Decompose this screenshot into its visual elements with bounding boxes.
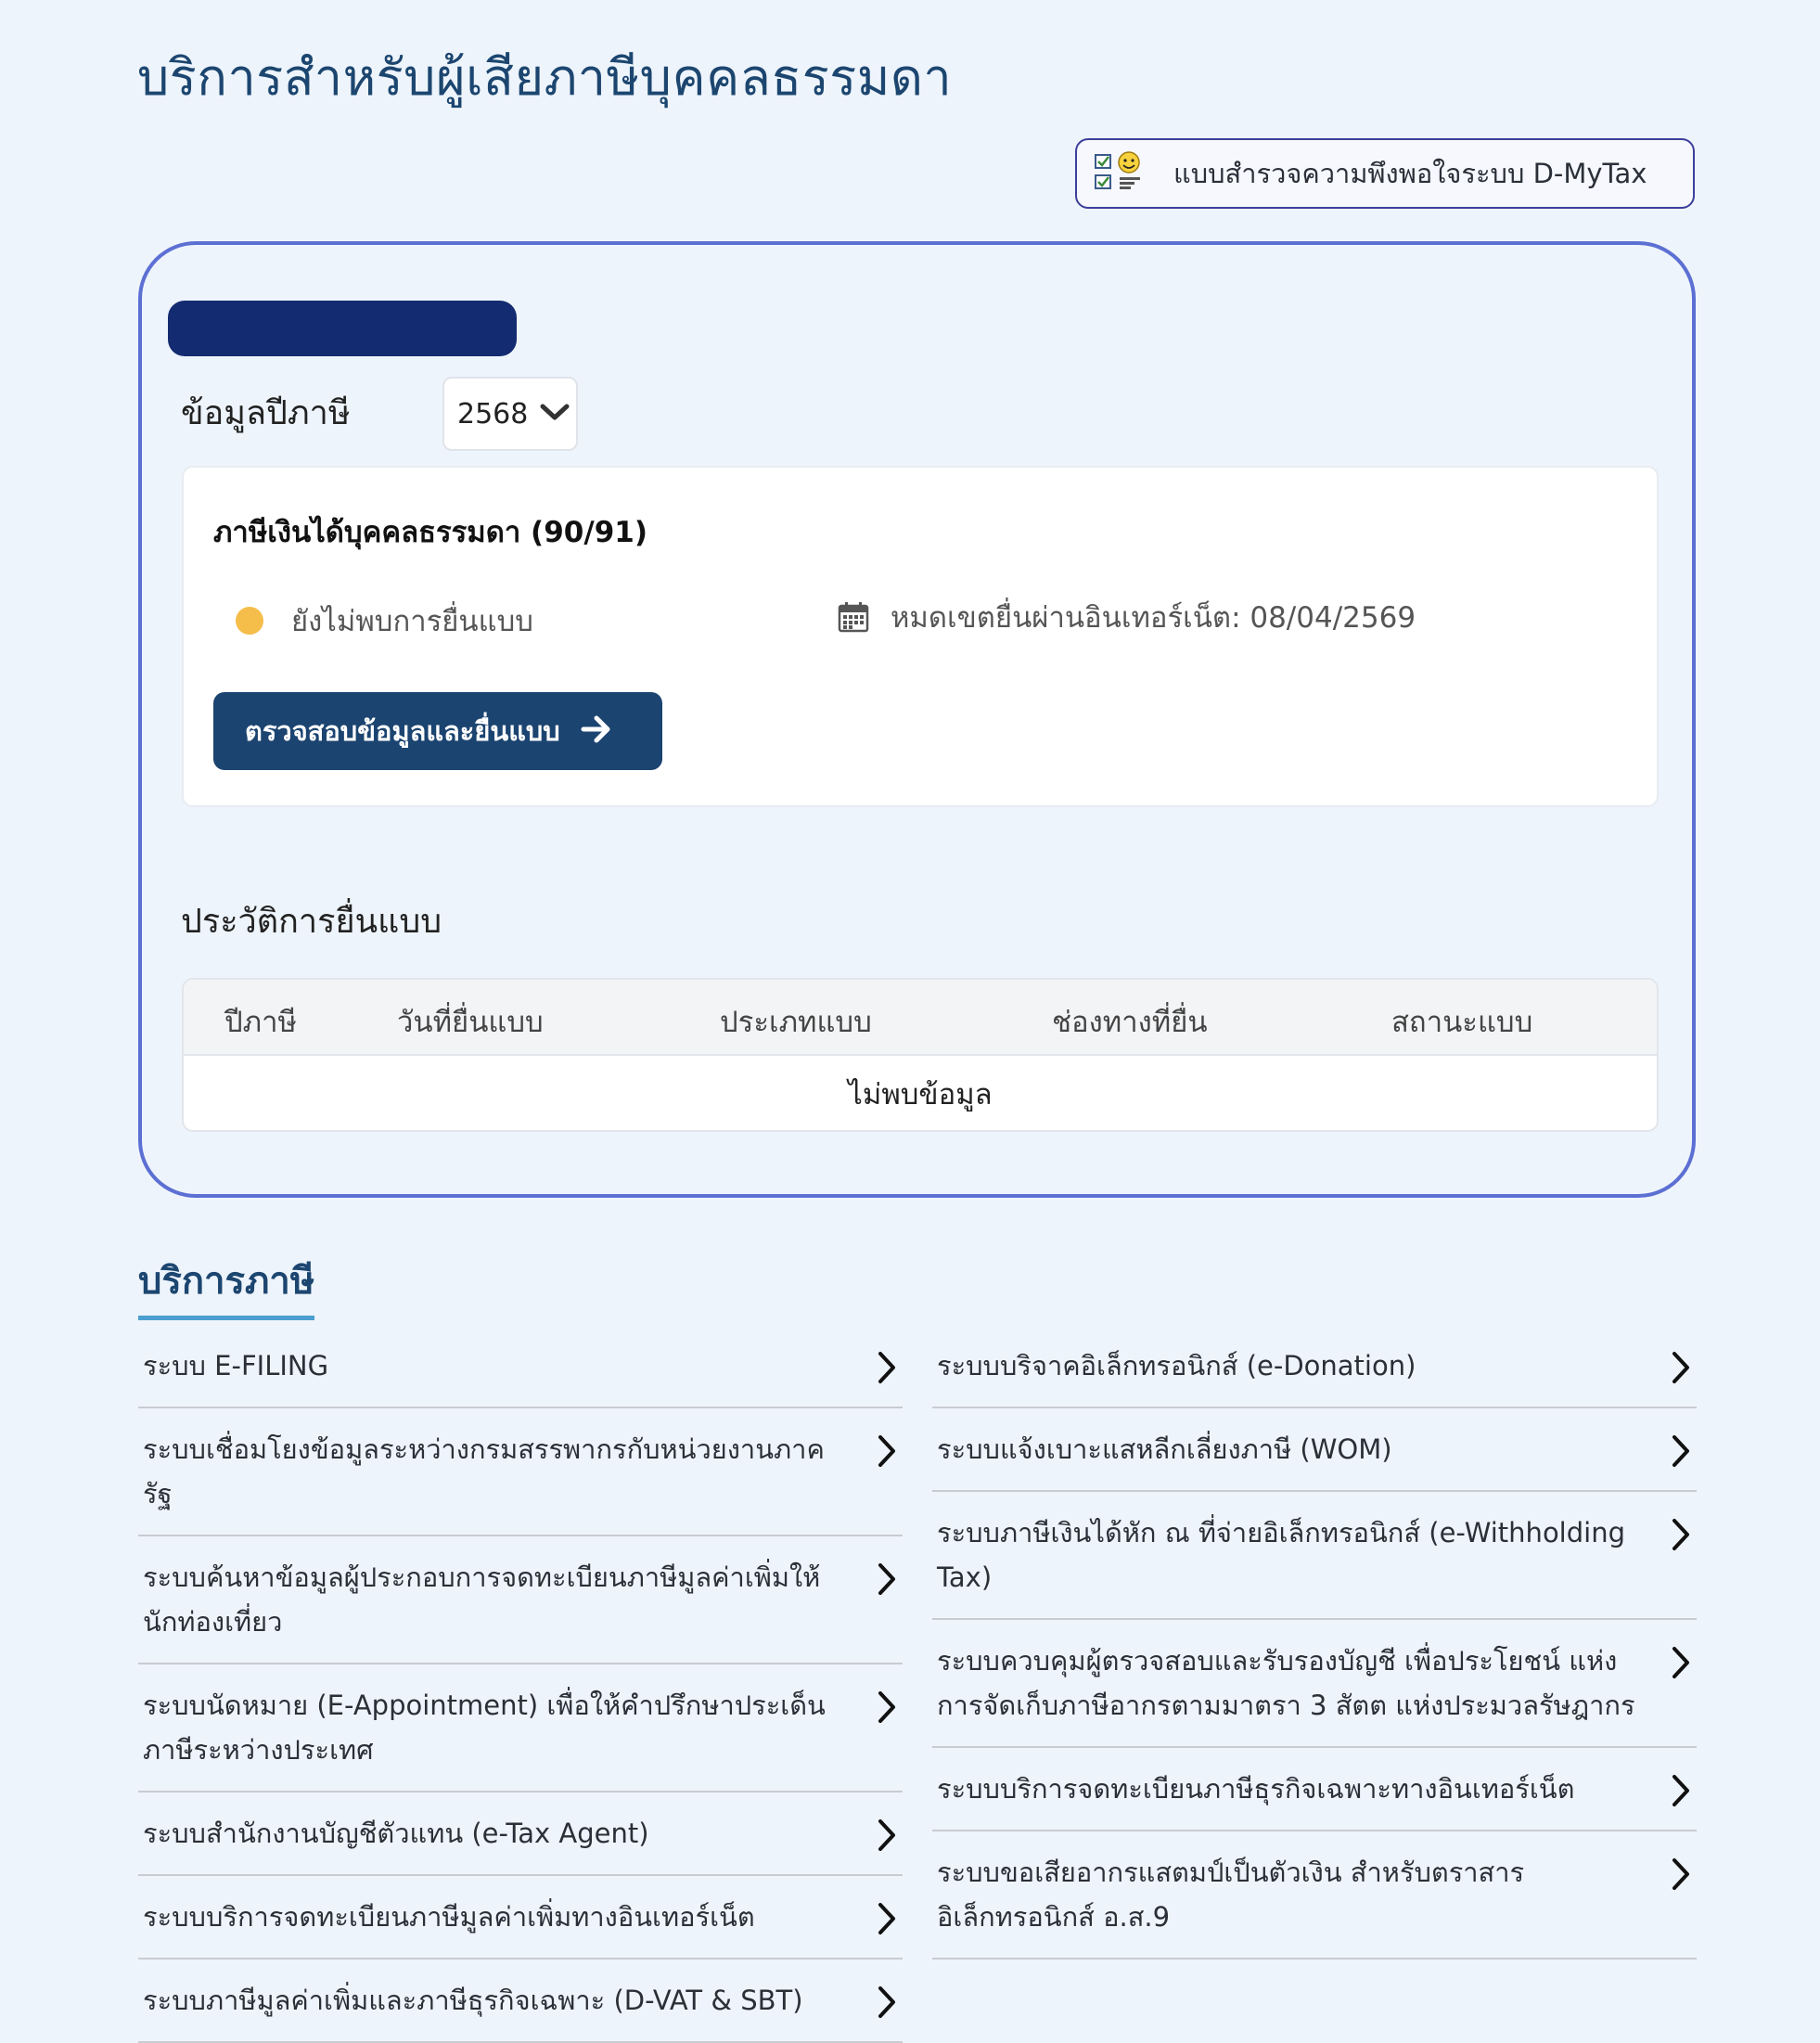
service-link-label: ระบบบริการจดทะเบียนภาษีธุรกิจเฉพาะทางอินเทอร์เน็ต <box>937 1773 1575 1805</box>
service-link-label: ระบบเชื่อมโยงข้อมูลระหว่างกรมสรรพากรกับหน่วยงานภาครัฐ <box>143 1433 825 1510</box>
chevron-right-icon <box>1669 1516 1693 1553</box>
service-link-label: ระบบภาษีเงินได้หัก ณ ที่จ่ายอิเล็กทรอนิกส์ (e-Withholding Tax) <box>937 1517 1625 1593</box>
service-link-label: ระบบแจ้งเบาะแสหลีกเลี่ยงภาษี (WOM) <box>937 1433 1392 1465</box>
chevron-right-icon <box>1669 1644 1693 1681</box>
service-link-item[interactable] <box>932 1325 1697 1408</box>
column-header-form-type: ประเภทแบบ <box>720 1006 872 1039</box>
chevron-right-icon <box>1669 1433 1693 1470</box>
tax-info-card <box>138 241 1696 1198</box>
tax-year-label: ข้อมูลปีภาษี <box>181 394 351 432</box>
check-and-file-label: ตรวจสอบข้อมูลและยื่นแบบ <box>245 715 560 747</box>
filing-history-table <box>182 978 1659 1132</box>
service-link-item[interactable] <box>932 1748 1697 1831</box>
service-link-item[interactable] <box>138 1408 903 1536</box>
tax-year-value: 2568 <box>457 397 529 430</box>
chevron-right-icon <box>875 1433 899 1470</box>
calendar-icon <box>837 600 870 634</box>
page-title: บริการสำหรับผู้เสียภาษีบุคคลธรรมดา <box>137 48 953 107</box>
service-link-item[interactable] <box>932 1620 1697 1748</box>
filing-history-title: ประวัติการยื่นแบบ <box>181 903 442 941</box>
satisfaction-survey-button[interactable] <box>1075 138 1695 209</box>
survey-label: แบบสำรวจความพึงพอใจระบบ D-MyTax <box>1173 158 1647 189</box>
redacted-taxpayer-name <box>168 301 517 356</box>
chevron-right-icon <box>875 1984 899 2021</box>
services-list-left <box>138 1325 903 2043</box>
check-and-file-button[interactable] <box>213 692 662 770</box>
tax-services-title: บริการภาษี <box>138 1251 314 1320</box>
table-header <box>184 980 1657 1056</box>
chevron-right-icon <box>1669 1856 1693 1893</box>
column-header-channel: ช่องทางที่ยื่น <box>1052 1006 1208 1039</box>
chevron-right-icon <box>875 1817 899 1854</box>
filing-deadline <box>837 594 1416 640</box>
chevron-right-icon <box>1669 1772 1693 1809</box>
service-link-label: ระบบควบคุมผู้ตรวจสอบและรับรองบัญชี เพื่อประโยชน์ แห่งการจัดเก็บภาษีอากรตามมาตรา 3 สัตต แห่งประมวลรัษฎากร <box>937 1645 1635 1721</box>
service-link-label: ระบบบริการจดทะเบียนภาษีมูลค่าเพิ่มทางอินเทอร์เน็ต <box>143 1901 755 1933</box>
column-header-status: สถานะแบบ <box>1391 1006 1533 1039</box>
service-link-item[interactable] <box>138 1536 903 1664</box>
survey-checklist-smiley-icon <box>1094 151 1147 196</box>
pit-card-title: ภาษีเงินได้บุคคลธรรมดา (90/91) <box>213 516 647 549</box>
pit-filing-card <box>182 466 1659 807</box>
status-dot-icon <box>236 607 263 635</box>
column-header-tax-year: ปีภาษี <box>224 1006 297 1039</box>
chevron-down-icon <box>539 402 570 426</box>
service-link-item[interactable] <box>138 1792 903 1876</box>
tax-year-select[interactable] <box>442 377 578 451</box>
chevron-right-icon <box>875 1349 899 1386</box>
filing-status-text: ยังไม่พบการยื่นแบบ <box>291 605 533 638</box>
service-link-item[interactable] <box>932 1408 1697 1492</box>
service-link-item[interactable] <box>138 1664 903 1792</box>
service-link-label: ระบบ E-FILING <box>143 1350 329 1381</box>
column-header-filing-date: วันที่ยื่นแบบ <box>397 1006 544 1039</box>
service-link-label: ระบบภาษีมูลค่าเพิ่มและภาษีธุรกิจเฉพาะ (D-VAT & SBT) <box>143 1985 803 2016</box>
chevron-right-icon <box>875 1689 899 1726</box>
deadline-text: หมดเขตยื่นผ่านอินเทอร์เน็ต: 08/04/2569 <box>891 601 1416 635</box>
chevron-right-icon <box>875 1900 899 1937</box>
chevron-right-icon <box>1669 1349 1693 1386</box>
filing-status <box>236 597 533 644</box>
services-list-right <box>932 1325 1697 1959</box>
service-link-label: ระบบนัดหมาย (E-Appointment) เพื่อให้คำปรึกษาประเด็นภาษีระหว่างประเทศ <box>143 1690 826 1766</box>
service-link-item[interactable] <box>138 1959 903 2043</box>
service-link-label: ระบบบริจาคอิเล็กทรอนิกส์ (e-Donation) <box>937 1350 1416 1381</box>
chevron-right-icon <box>875 1561 899 1598</box>
table-empty-message: ไม่พบข้อมูล <box>848 1078 993 1111</box>
arrow-right-icon <box>581 714 612 748</box>
service-link-label: ระบบขอเสียอากรแสตมป์เป็นตัวเงิน สำหรับตราสารอิเล็กทรอนิกส์ อ.ส.9 <box>937 1857 1525 1933</box>
service-link-label: ระบบสำนักงานบัญชีตัวแทน (e-Tax Agent) <box>143 1818 649 1849</box>
service-link-item[interactable] <box>932 1831 1697 1959</box>
service-link-item[interactable] <box>138 1325 903 1408</box>
service-link-label: ระบบค้นหาข้อมูลผู้ประกอบการจดทะเบียนภาษีมูลค่าเพิ่มให้นักท่องเที่ยว <box>143 1561 821 1638</box>
service-link-item[interactable] <box>932 1492 1697 1620</box>
